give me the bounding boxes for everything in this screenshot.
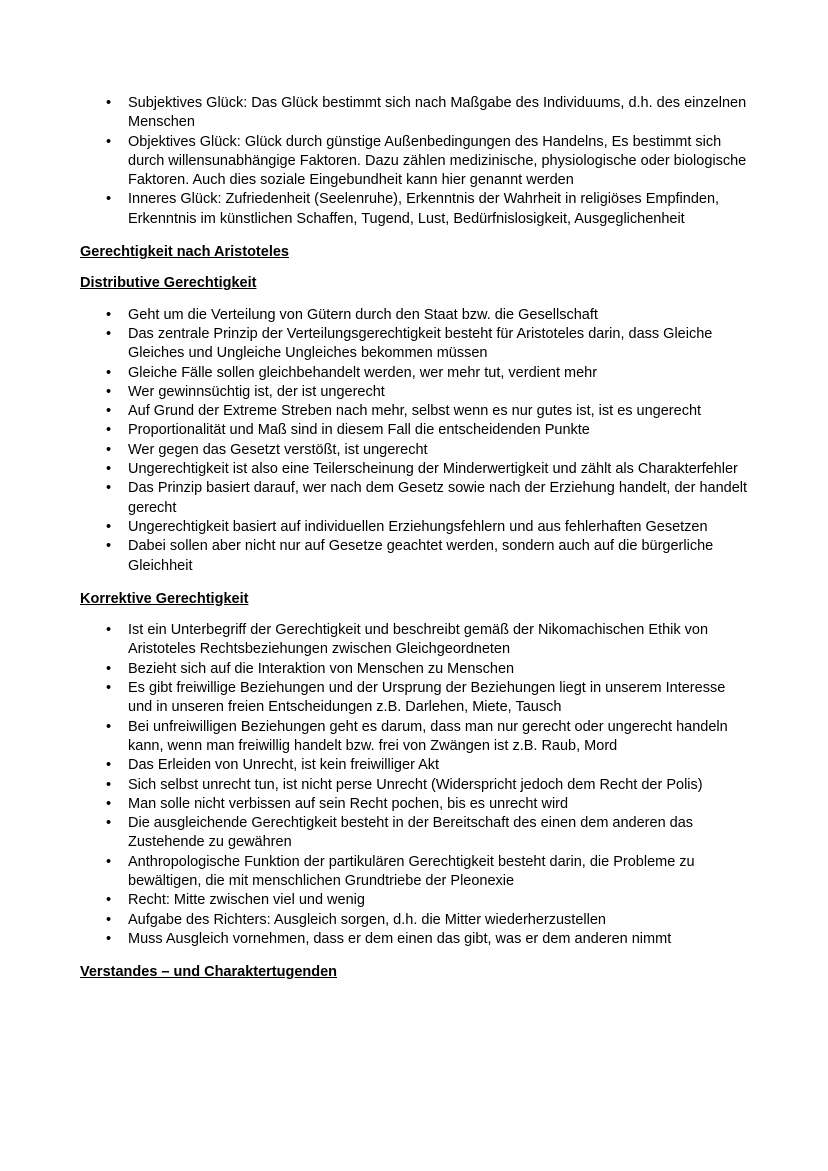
bullet-item: • Objektives Glück: Glück durch günstige Außenbedingungen des Handelns, Es bestimmt sich durch willensunabhängige Faktoren. Dazu zählen medizinische, physiologische oder biologische Faktoren. Auch dies soziale Eingebundheit kann hier genannt werden: [80, 133, 749, 191]
bullet-list: [80, 621, 749, 949]
bullet-item: • Recht: Mitte zwischen viel und wenig: [80, 891, 749, 910]
bullet-item: • Anthropologische Funktion der partikulären Gerechtigkeit besteht darin, die Probleme zu bewältigen, die mit menschlichen Grundtriebe der Pleonexie: [80, 853, 749, 892]
bullet-item: • Das zentrale Prinzip der Verteilungsgerechtigkeit besteht für Aristoteles darin, dass Gleiche Gleiches und Ungleiche Ungleiches bekommen müssen: [80, 325, 749, 364]
bullet-item: • Gleiche Fälle sollen gleichbehandelt werden, wer mehr tut, verdient mehr: [80, 364, 749, 383]
document-content: [80, 94, 749, 982]
bullet-item: • Bei unfreiwilligen Beziehungen geht es darum, dass man nur gerecht oder ungerecht handeln kann, wenn man freiwillig handelt bzw. frei von Zwängen ist z.B. Raub, Mord: [80, 718, 749, 757]
bullet-item: • Dabei sollen aber nicht nur auf Gesetze geachtet werden, sondern auch auf die bürgerliche Gleichheit: [80, 537, 749, 576]
bullet-item: • Ist ein Unterbegriff der Gerechtigkeit und beschreibt gemäß der Nikomachischen Ethik von Aristoteles Rechtsbeziehungen zwischen Gleichgeordneten: [80, 621, 749, 660]
bullet-item: • Man solle nicht verbissen auf sein Recht pochen, bis es unrecht wird: [80, 795, 749, 814]
section-heading: Verstandes – und Charaktertugenden: [80, 964, 338, 981]
bullet-item: • Geht um die Verteilung von Gütern durch den Staat bzw. die Gesellschaft: [80, 306, 749, 325]
bullet-item: • Die ausgleichende Gerechtigkeit besteht in der Bereitschaft des einen dem anderen das Zustehende zu gewähren: [80, 814, 749, 853]
bullet-item: • Es gibt freiwillige Beziehungen und der Ursprung der Beziehungen liegt in unserem Interesse und in unseren freien Entscheidungen z.B. Darlehen, Miete, Tausch: [80, 679, 749, 718]
bullet-list: [80, 306, 749, 576]
bullet-item: • Subjektives Glück: Das Glück bestimmt sich nach Maßgabe des Individuums, d.h. des einzelnen Menschen: [80, 94, 749, 133]
bullet-item: • Aufgabe des Richters: Ausgleich sorgen, d.h. die Mitter wiederherzustellen: [80, 911, 749, 930]
bullet-item: • Wer gegen das Gesetzt verstößt, ist ungerecht: [80, 441, 749, 460]
bullet-item: • Auf Grund der Extreme Streben nach mehr, selbst wenn es nur gutes ist, ist es ungerecht: [80, 402, 749, 421]
bullet-list: [80, 94, 749, 229]
bullet-item: • Wer gewinnsüchtig ist, der ist ungerecht: [80, 383, 749, 402]
bullet-item: • Das Prinzip basiert darauf, wer nach dem Gesetz sowie nach der Erziehung handelt, der handelt gerecht: [80, 479, 749, 518]
section-heading: Korrektive Gerechtigkeit: [80, 590, 249, 607]
bullet-item: • Sich selbst unrecht tun, ist nicht perse Unrecht (Widerspricht jedoch dem Recht der Polis): [80, 776, 749, 795]
bullet-item: • Inneres Glück: Zufriedenheit (Seelenruhe), Erkenntnis der Wahrheit in religiöses Empfinden, Erkenntnis im künstlichen Schaffen, Tugend, Lust, Bedürfnislosigkeit, Ausgeglichenheit: [80, 190, 749, 229]
bullet-item: • Proportionalität und Maß sind in diesem Fall die entscheidenden Punkte: [80, 421, 749, 440]
bullet-item: • Ungerechtigkeit ist also eine Teilerscheinung der Minderwertigkeit und zählt als Charakterfehler: [80, 460, 749, 479]
section-heading: Gerechtigkeit nach Aristoteles: [80, 244, 289, 261]
bullet-item: • Ungerechtigkeit basiert auf individuellen Erziehungsfehlern und aus fehlerhaften Gesetzen: [80, 518, 749, 537]
bullet-item: • Das Erleiden von Unrecht, ist kein freiwilliger Akt: [80, 756, 749, 775]
bullet-item: • Muss Ausgleich vornehmen, dass er dem einen das gibt, was er dem anderen nimmt: [80, 930, 749, 949]
bullet-item: • Bezieht sich auf die Interaktion von Menschen zu Menschen: [80, 660, 749, 679]
section-heading: Distributive Gerechtigkeit: [80, 275, 257, 292]
